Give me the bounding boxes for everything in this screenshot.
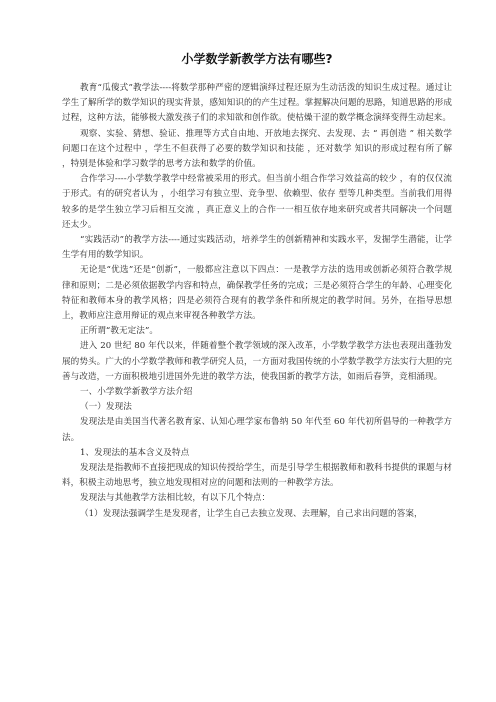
paragraph-10: 发现法与其他教学方法相比较，有以下几个特点： [80,493,271,504]
paragraph-4: “实践活动”的教学方法----通过实践活动，培养学生的创新精神和实践水平，发掘学生潜能，让学生学有用的数学知识。 [62,235,452,261]
section-heading-1: 一、小学数学新教学方法介绍 [80,387,193,398]
paragraph-9: 发现法是指教师不直接把现成的知识传授给学生，而是引导学生根据教师和教科书提供的课题与材料，积极主动地思考，独立地发现相对应的问题和法则的一种教学方法。 [62,463,452,489]
paragraph-7: 进入 20 世纪 80 年代以来，伴随着整个教学领域的深入改革，小学数学教学方法也表现出蓬勃发展的势头。广大的小学数学教师和教学研究人员，一方面对我国传统的小学数学教学方法实行大胆的完善与改造，一方面积极地引进国外先进的教学方法，使我国新的教学方法，如雨后春笋，竞相涌现。 [62,341,452,382]
paragraph-3: 合作学习----小学数学教学中经常被采用的形式。但当前小组合作学习效益高的较少 ，有的仅仅流于形式。有的研究者认为 ，小组学习有独立型、竞争型、依赖型、依存 型等几种类型。当前我们用得较多的是学生独立学习后相互交流 ，真正意义上的合作一一相互依存地来研究或者共同解决一个问题还太少。 [62,174,452,230]
paragraph-5: 无论是“优选”还是“创新”，一般都应注意以下四点：一是教学方法的选用或创新必须符合教学规律和原则；二是必须依据教学内容和特点，确保教学任务的完成；三是必须符合学生的年龄、心理变化特征和教师本身的教学风格；四是必须符合现有的教学条件和所规定的教学时间。另外，在指导思想上，教师应注意用辩证的观点来审视各种教学方法。 [62,265,452,322]
paragraph-2: 观察、实验、猜想、验证、推理等方式自由地、开放地去探究、去发现、去 “ 再创造 ” 相关数学问题口在这个过程中 ，学生不但获得了必要的数学知识和技能 ，还对数学 知识的形成过程有所了解 ，特别是体验和学习数学的思考方法和数学的价值。 [62,128,452,170]
paragraph-1: 教育“瓜傻式”教学法----将数学那种严密的逻辑演绎过程还原为生动活泼的知识生成过程。通过让学生了解所学的数学知识的现实背景，感知知识的的产生过程。掌握解决问题的思路，知道思路的形成过程，这种方法，能够极大激发孩子们的求知欲和创作欲。使枯燥干涩的数学概念演绎变得生动起来。 [62,83,452,124]
paragraph-8: 发现法是由美国当代著名教育家、认知心理学家布鲁纳 50 年代至 60 年代初所倡导的一种教学方法。 [62,417,452,443]
subsection-heading-2: 1、发现法的基本含义及特点 [80,447,190,458]
paragraph-6: 正所谓“教无定法”。 [80,326,159,337]
paragraph-11: （1）发现法强调学生是发现者，让学生自己去独立发现、去理解，自己求出问题的答案， [80,508,423,519]
subsection-heading-1: （一）发现法 [80,402,132,413]
page-title: 小学数学新教学方法有哪些? [181,52,333,66]
